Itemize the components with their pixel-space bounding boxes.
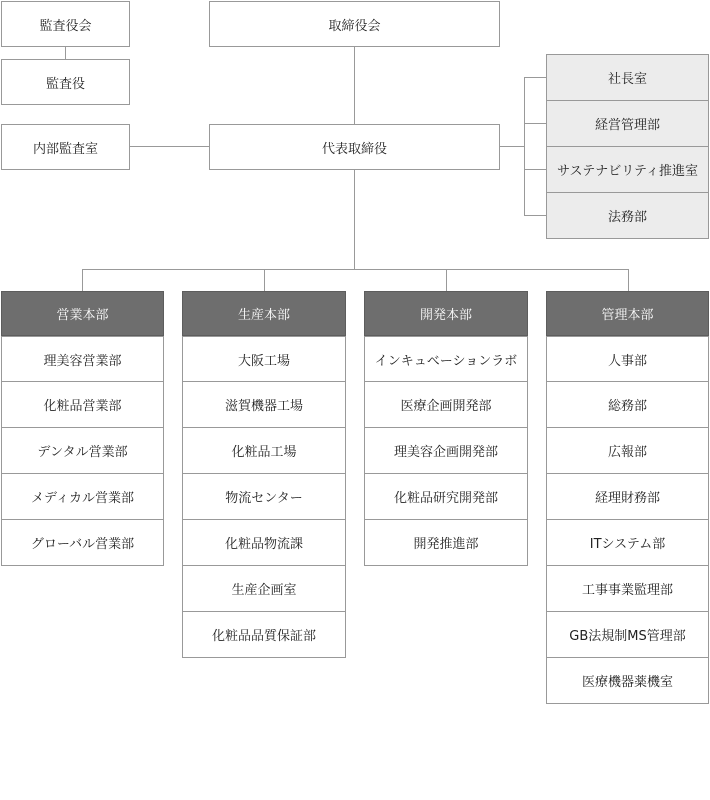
board-of-directors-box: 取締役会 (209, 1, 500, 47)
staff-legal-dept: 法務部 (546, 192, 709, 239)
administration-division-list (546, 336, 709, 704)
development-dept-item: インキュベーションラボ (364, 336, 528, 382)
production-dept-item: 滋賀機器工場 (182, 382, 346, 428)
administration-dept-item: 工事事業監理部 (546, 566, 709, 612)
development-division-list (364, 336, 528, 566)
division-header-production: 生産本部 (182, 291, 346, 336)
production-dept-item: 化粧品品質保証部 (182, 612, 346, 658)
sales-dept-item: グローバル営業部 (1, 520, 164, 566)
administration-dept-item: ITシステム部 (546, 520, 709, 566)
auditor-box: 監査役 (1, 59, 130, 105)
sales-dept-item: 理美容営業部 (1, 336, 164, 382)
production-dept-item: 化粧品工場 (182, 428, 346, 474)
division-header-sales: 営業本部 (1, 291, 164, 336)
sales-dept-item: メディカル営業部 (1, 474, 164, 520)
production-dept-item: 物流センター (182, 474, 346, 520)
administration-dept-item: 医療機器薬機室 (546, 658, 709, 704)
production-division-list (182, 336, 346, 658)
administration-dept-item: GB法規制MS管理部 (546, 612, 709, 658)
president-box: 代表取締役 (209, 124, 500, 170)
development-dept-item: 化粧品研究開発部 (364, 474, 528, 520)
administration-dept-item: 人事部 (546, 336, 709, 382)
staff-president-office: 社長室 (546, 54, 709, 101)
sales-dept-item: 化粧品営業部 (1, 382, 164, 428)
production-dept-item: 生産企画室 (182, 566, 346, 612)
staff-sustainability-office: サステナビリティ推進室 (546, 146, 709, 193)
internal-audit-box: 内部監査室 (1, 124, 130, 170)
development-dept-item: 医療企画開発部 (364, 382, 528, 428)
sales-division-list (1, 336, 164, 566)
division-header-development: 開発本部 (364, 291, 528, 336)
development-dept-item: 開発推進部 (364, 520, 528, 566)
administration-dept-item: 広報部 (546, 428, 709, 474)
sales-dept-item: デンタル営業部 (1, 428, 164, 474)
staff-management-dept: 経営管理部 (546, 100, 709, 147)
administration-dept-item: 総務部 (546, 382, 709, 428)
division-header-administration: 管理本部 (546, 291, 709, 336)
audit-board-box: 監査役会 (1, 1, 130, 47)
development-dept-item: 理美容企画開発部 (364, 428, 528, 474)
production-dept-item: 化粧品物流課 (182, 520, 346, 566)
administration-dept-item: 経理財務部 (546, 474, 709, 520)
production-dept-item: 大阪工場 (182, 336, 346, 382)
